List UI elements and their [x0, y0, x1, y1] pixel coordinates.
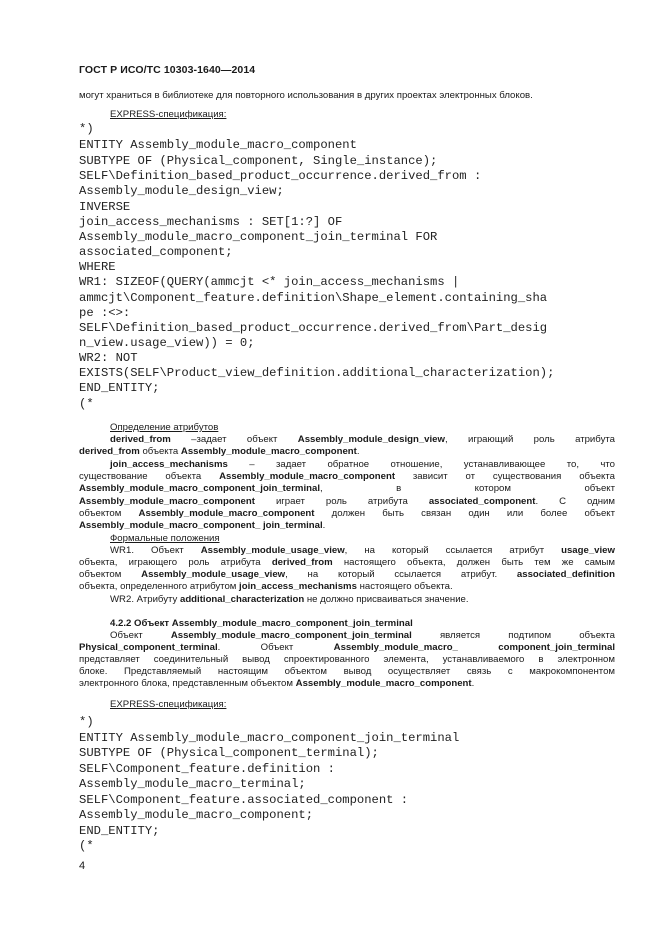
- entity-ref: Assembly_module_macro_component_ join_terminal: [79, 520, 323, 531]
- section-line5: [79, 678, 474, 690]
- formal-heading: Формальные положения: [110, 533, 220, 544]
- entity-ref: Assembly_module_usage_view: [141, 569, 286, 580]
- text-run: электронного блока, представленным объектом: [79, 678, 296, 689]
- text-run: , играющий роль атрибута: [444, 434, 615, 445]
- code-line: (*: [79, 397, 94, 411]
- text-run: , на который ссылается атрибут: [344, 545, 562, 556]
- text-run: является подтипом объекта: [411, 630, 615, 641]
- code-line: join_access_mechanisms : SET[1:?] OF: [79, 215, 343, 229]
- attr-join-line3: [79, 483, 615, 495]
- code-line: ammcjt\Component_feature.definition\Shape_element.containing_sha: [79, 291, 548, 305]
- section-line3: представляет соединительный вывод спроектированного элемента, устанавливаемого в электронном: [79, 654, 615, 665]
- code-line: Assembly_module_macro_component;: [79, 808, 314, 822]
- wr1-line3: [79, 569, 615, 581]
- text-run: , на который ссылается атрибут.: [285, 569, 517, 580]
- text-run: , в котором объект: [319, 483, 615, 494]
- code-line: WR1: SIZEOF(QUERY(ammcjt <* join_access_mechanisms |: [79, 275, 460, 289]
- text-run: WR2. Атрибуту: [110, 594, 180, 605]
- express-label-2: EXPRESS-спецификация:: [110, 699, 227, 710]
- text-run: играет роль атрибута: [254, 496, 429, 507]
- text-run: .: [471, 678, 475, 689]
- text-run: объекта, определенного атрибутом: [79, 581, 240, 592]
- entity-ref: Assembly_module_macro_: [333, 642, 458, 653]
- entity-ref: Assembly_module_macro_component: [79, 496, 255, 507]
- entity-ref: associated_definition: [516, 569, 615, 580]
- attr-join-line4: [79, 496, 615, 508]
- text-run: настоящего объекта, должен быть тем же самым: [332, 557, 615, 568]
- text-run: объектом: [79, 569, 142, 580]
- attributes-heading: Определение атрибутов: [110, 422, 219, 433]
- attr-join-line1: [110, 459, 615, 471]
- code-line: EXISTS(SELF\Product_view_definition.additional_characterization);: [79, 366, 555, 380]
- text-run: . С одним: [535, 496, 615, 507]
- section-line2: [79, 642, 615, 654]
- attr-term: derived_from: [110, 434, 171, 445]
- entity-ref: component_join_terminal: [498, 642, 615, 653]
- code-line: SELF\Component_feature.definition :: [79, 762, 335, 776]
- section-line1: [110, 630, 615, 642]
- code-line: END_ENTITY;: [79, 381, 160, 395]
- text-run: . Объект: [217, 642, 334, 653]
- attr-join-line2: [79, 471, 615, 483]
- entity-ref: Assembly_module_macro_component_join_terminal: [170, 630, 412, 641]
- entity-ref: usage_view: [561, 545, 615, 556]
- text-run: существование объекта: [79, 471, 220, 482]
- text-run: .: [322, 520, 326, 531]
- entity-ref: additional_characterization: [179, 594, 305, 605]
- entity-ref: derived_from: [271, 557, 333, 568]
- entity-ref: Assembly_module_macro_component: [180, 446, 357, 457]
- code-line: END_ENTITY;: [79, 824, 160, 838]
- code-line: associated_component;: [79, 245, 233, 259]
- entity-ref: associated_component: [428, 496, 536, 507]
- entity-ref: Assembly_module_macro_component: [138, 508, 315, 519]
- code-line: (*: [79, 839, 94, 853]
- attr-join-line6: [79, 520, 325, 532]
- entity-ref: Assembly_module_macro_component: [219, 471, 396, 482]
- code-line: *): [79, 715, 94, 729]
- text-run: настоящего объекта.: [356, 581, 453, 592]
- code-line: SUBTYPE OF (Physical_component, Single_instance);: [79, 154, 438, 168]
- wr1-line1: [110, 545, 615, 557]
- text-run: –задает объект: [170, 434, 298, 445]
- entity-ref: Assembly_module_usage_view: [200, 545, 345, 556]
- attr-term: join_access_mechanisms: [110, 459, 228, 470]
- text-run: объекта, играющего роль атрибута: [79, 557, 272, 568]
- wr1-line4: [79, 581, 453, 593]
- code-line: Assembly_module_macro_terminal;: [79, 777, 306, 791]
- code-line: WR2: NOT: [79, 351, 138, 365]
- code-line: SUBTYPE OF (Physical_component_terminal);: [79, 746, 379, 760]
- code-line: SELF\Definition_based_product_occurrence.derived_from :: [79, 169, 482, 183]
- attr-derived-from-line1: [110, 434, 615, 446]
- code-line: n_view.usage_view)) = 0;: [79, 336, 255, 350]
- text-run: зависит от существования объекта: [395, 471, 615, 482]
- entity-ref: Physical_component_terminal: [79, 642, 218, 653]
- intro-text: могут храниться в библиотеке для повторного использования в других проектах электронных блоков.: [79, 90, 533, 101]
- code-line: SELF\Component_feature.associated_component :: [79, 793, 409, 807]
- code-line: Assembly_module_design_view;: [79, 184, 284, 198]
- page-number: 4: [79, 860, 86, 872]
- section-line4: блоке. Представляемый настоящим объектом вывод осуществляет связь с макрокомпонентом: [79, 666, 615, 677]
- text-run: WR1. Объект: [110, 545, 201, 556]
- code-line: INVERSE: [79, 200, 131, 214]
- code-line: ENTITY Assembly_module_macro_component_join_terminal: [79, 731, 460, 745]
- wr2-line: [110, 594, 469, 606]
- attr-join-line5: [79, 508, 615, 520]
- entity-ref: Assembly_module_macro_component_join_terminal: [79, 483, 320, 494]
- code-line: *): [79, 122, 94, 136]
- text-run: должен быть связан один или более объект: [314, 508, 615, 519]
- page-header: ГОСТ Р ИСО/ТС 10303-1640—2014: [79, 64, 256, 76]
- code-line: Assembly_module_macro_component_join_terminal FOR: [79, 230, 438, 244]
- entity-ref: derived_from: [79, 446, 140, 457]
- text-run: .: [356, 446, 360, 457]
- text-run: объекта: [139, 446, 181, 457]
- code-line: ENTITY Assembly_module_macro_component: [79, 138, 357, 152]
- text-run: – задает обратное отношение, устанавливающее то, что: [227, 459, 615, 470]
- wr1-line2: [79, 557, 615, 569]
- entity-ref: Assembly_module_macro_component: [295, 678, 472, 689]
- entity-ref: Assembly_module_design_view: [297, 434, 445, 445]
- code-line: WHERE: [79, 260, 116, 274]
- code-line: SELF\Definition_based_product_occurrence.derived_from\Part_desig: [79, 321, 548, 335]
- text-run: не должно присваиваться значение.: [304, 594, 469, 605]
- express-label-1: EXPRESS-спецификация:: [110, 109, 227, 120]
- code-line: pe :<>:: [79, 306, 131, 320]
- text-run: Объект: [110, 630, 171, 641]
- entity-ref: join_access_mechanisms: [239, 581, 357, 592]
- attr-derived-from-line2: [79, 446, 360, 458]
- section-title: 4.2.2 Объект Assembly_module_macro_component_join_terminal: [110, 618, 413, 629]
- text-run: объектом: [79, 508, 139, 519]
